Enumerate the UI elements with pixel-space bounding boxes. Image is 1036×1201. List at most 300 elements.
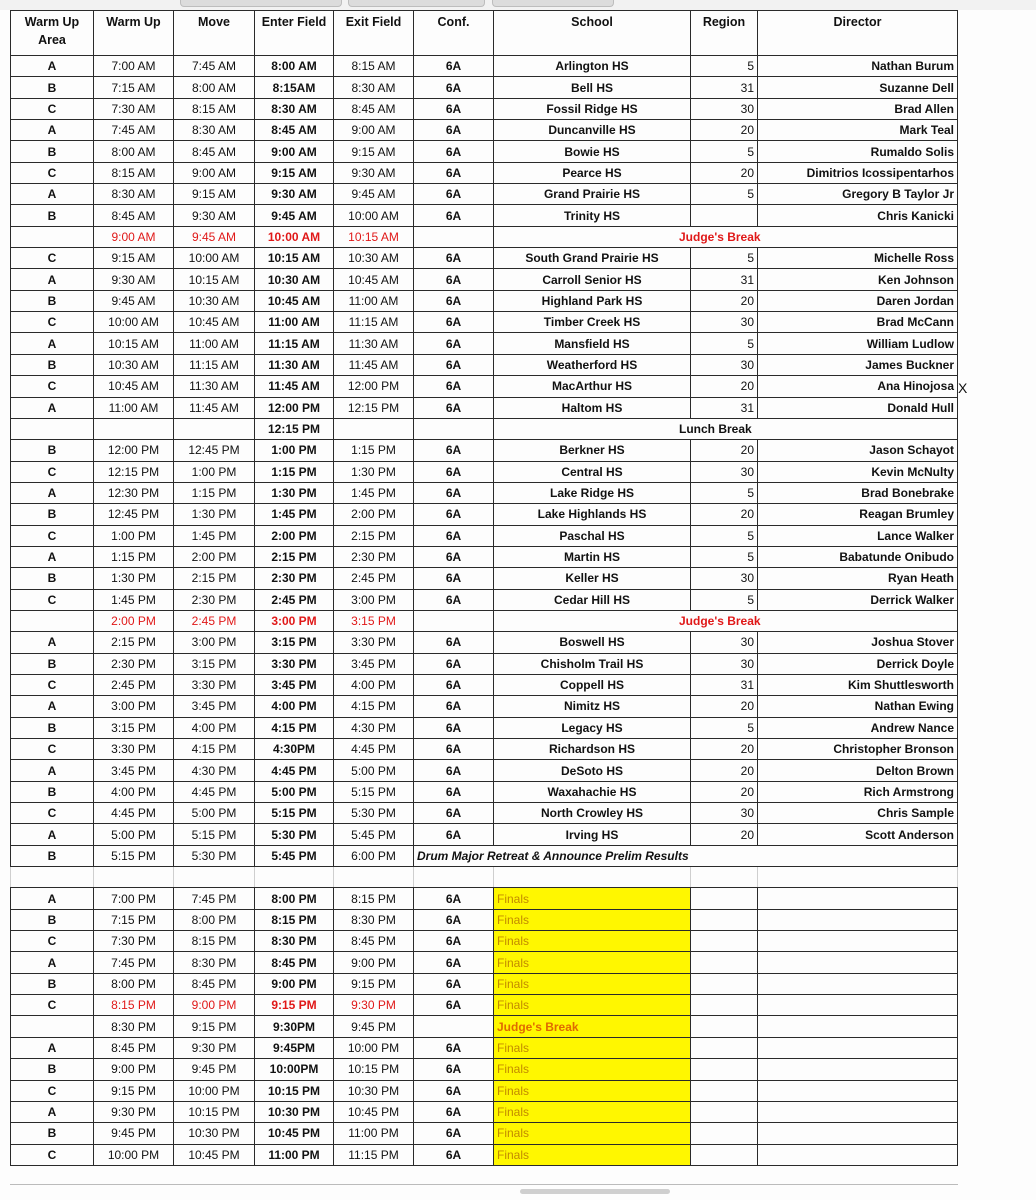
cell-move: 8:00 PM bbox=[174, 909, 255, 930]
cell-warmup-area: A bbox=[11, 397, 94, 418]
cell-warmup-area bbox=[11, 418, 94, 439]
cell-warmup-area: B bbox=[11, 504, 94, 525]
cell-warmup-area: C bbox=[11, 674, 94, 695]
cell-enter-field: 8:00 AM bbox=[255, 56, 334, 77]
cell-move: 8:15 AM bbox=[174, 98, 255, 119]
table-row bbox=[11, 461, 958, 482]
cell-exit-field: 10:00 PM bbox=[334, 1037, 414, 1058]
cell-director: Delton Brown bbox=[758, 760, 958, 781]
cell-move: 8:15 PM bbox=[174, 931, 255, 952]
cell-school: Mansfield HS bbox=[494, 333, 691, 354]
cell-move: 11:45 AM bbox=[174, 397, 255, 418]
cell-director bbox=[758, 952, 958, 973]
cell-region bbox=[691, 995, 758, 1016]
cell-warmup-area: A bbox=[11, 632, 94, 653]
cell-enter-field: 5:15 PM bbox=[255, 803, 334, 824]
cell-conf: 6A bbox=[414, 973, 494, 994]
cell-director: Suzanne Dell bbox=[758, 77, 958, 98]
cell-warmup: 2:00 PM bbox=[94, 610, 174, 631]
cell-enter-field: 11:45 AM bbox=[255, 376, 334, 397]
cell-director: Christopher Bronson bbox=[758, 739, 958, 760]
cell-move: 10:45 AM bbox=[174, 312, 255, 333]
cell-region: 20 bbox=[691, 290, 758, 311]
cell-school: Central HS bbox=[494, 461, 691, 482]
cell-region: 5 bbox=[691, 333, 758, 354]
table-row bbox=[11, 888, 958, 909]
cell-region bbox=[691, 1101, 758, 1122]
cell-warmup-area: A bbox=[11, 888, 94, 909]
cell-conf: 6A bbox=[414, 546, 494, 567]
footer-strip bbox=[10, 1184, 958, 1201]
table-row bbox=[11, 440, 958, 461]
cell-enter-field: 10:45 AM bbox=[255, 290, 334, 311]
cell-exit-field: 10:45 PM bbox=[334, 1101, 414, 1122]
cell-enter-field: 5:45 PM bbox=[255, 845, 334, 866]
cell-director: Lance Walker bbox=[758, 525, 958, 546]
cell-move: 10:00 AM bbox=[174, 248, 255, 269]
table-row bbox=[11, 226, 958, 247]
cell-warmup: 9:45 PM bbox=[94, 1123, 174, 1144]
table-row bbox=[11, 504, 958, 525]
cell-enter-field: 2:00 PM bbox=[255, 525, 334, 546]
cell-school: South Grand Prairie HS bbox=[494, 248, 691, 269]
cell-enter-field: 11:30 AM bbox=[255, 354, 334, 375]
cell-exit-field: 5:45 PM bbox=[334, 824, 414, 845]
cell-region: 20 bbox=[691, 739, 758, 760]
cell-warmup: 9:15 AM bbox=[94, 248, 174, 269]
cell-enter-field: 10:15 PM bbox=[255, 1080, 334, 1101]
cell-enter-field: 9:45 AM bbox=[255, 205, 334, 226]
cell-warmup: 7:30 PM bbox=[94, 931, 174, 952]
cell-director bbox=[758, 888, 958, 909]
cell-director bbox=[758, 1101, 958, 1122]
cell-director: Rumaldo Solis bbox=[758, 141, 958, 162]
cell-school: Irving HS bbox=[494, 824, 691, 845]
cell-conf: 6A bbox=[414, 290, 494, 311]
cell-director bbox=[758, 909, 958, 930]
cell-warmup: 1:30 PM bbox=[94, 568, 174, 589]
cell-exit-field: 5:30 PM bbox=[334, 803, 414, 824]
cell-conf: 6A bbox=[414, 184, 494, 205]
cell-conf: 6A bbox=[414, 525, 494, 546]
cell-warmup-area: A bbox=[11, 56, 94, 77]
cell-exit-field: 8:45 PM bbox=[334, 931, 414, 952]
cell-region: 5 bbox=[691, 717, 758, 738]
judges-break-label: Judge's Break bbox=[494, 610, 958, 631]
table-row bbox=[11, 1101, 958, 1122]
cell-school: Arlington HS bbox=[494, 56, 691, 77]
cell-warmup-area: B bbox=[11, 1123, 94, 1144]
finals-label: Finals bbox=[494, 909, 691, 930]
cell-enter-field: 9:00 AM bbox=[255, 141, 334, 162]
cell-exit-field: 9:30 PM bbox=[334, 995, 414, 1016]
cell-warmup: 5:00 PM bbox=[94, 824, 174, 845]
cell-move: 8:45 PM bbox=[174, 973, 255, 994]
cell-exit-field: 2:30 PM bbox=[334, 546, 414, 567]
empty-cell bbox=[11, 867, 94, 888]
cell-warmup-area bbox=[11, 1016, 94, 1037]
cell-region bbox=[691, 909, 758, 930]
cell-move: 4:30 PM bbox=[174, 760, 255, 781]
table-row bbox=[11, 397, 958, 418]
finals-label: Finals bbox=[494, 995, 691, 1016]
cell-director: Nathan Burum bbox=[758, 56, 958, 77]
cell-director: Michelle Ross bbox=[758, 248, 958, 269]
table-row bbox=[11, 781, 958, 802]
cell-director: Derrick Walker bbox=[758, 589, 958, 610]
cell-enter-field: 10:30 PM bbox=[255, 1101, 334, 1122]
cell-conf: 6A bbox=[414, 312, 494, 333]
cell-warmup: 8:45 AM bbox=[94, 205, 174, 226]
cell-conf: 6A bbox=[414, 653, 494, 674]
cell-conf: 6A bbox=[414, 248, 494, 269]
cell-warmup: 9:00 AM bbox=[94, 226, 174, 247]
cell-move: 3:00 PM bbox=[174, 632, 255, 653]
table-row bbox=[11, 760, 958, 781]
cell-region bbox=[691, 1037, 758, 1058]
cell-conf: 6A bbox=[414, 205, 494, 226]
cell-warmup-area: C bbox=[11, 995, 94, 1016]
cell-enter-field: 10:00 AM bbox=[255, 226, 334, 247]
finals-label: Finals bbox=[494, 1123, 691, 1144]
cell-move: 2:30 PM bbox=[174, 589, 255, 610]
cell-enter-field: 12:00 PM bbox=[255, 397, 334, 418]
cell-exit-field: 11:15 AM bbox=[334, 312, 414, 333]
cell-exit-field: 12:15 PM bbox=[334, 397, 414, 418]
cell-move: 4:00 PM bbox=[174, 717, 255, 738]
table-row bbox=[11, 632, 958, 653]
cell-region: 20 bbox=[691, 696, 758, 717]
cell-region bbox=[691, 973, 758, 994]
cell-move: 9:45 AM bbox=[174, 226, 255, 247]
cell-warmup-area: B bbox=[11, 1059, 94, 1080]
cell-enter-field: 5:00 PM bbox=[255, 781, 334, 802]
cell-enter-field: 3:30 PM bbox=[255, 653, 334, 674]
cell-warmup: 4:00 PM bbox=[94, 781, 174, 802]
cell-enter-field: 8:00 PM bbox=[255, 888, 334, 909]
table-row bbox=[11, 909, 958, 930]
cell-exit-field: 12:00 PM bbox=[334, 376, 414, 397]
cell-region: 31 bbox=[691, 269, 758, 290]
cell-move: 10:30 AM bbox=[174, 290, 255, 311]
cell-move: 2:00 PM bbox=[174, 546, 255, 567]
cell-warmup-area: B bbox=[11, 77, 94, 98]
cell-exit-field: 9:15 AM bbox=[334, 141, 414, 162]
cell-move: 2:15 PM bbox=[174, 568, 255, 589]
cell-conf: 6A bbox=[414, 1037, 494, 1058]
cell-region: 20 bbox=[691, 824, 758, 845]
cell-warmup: 7:45 AM bbox=[94, 120, 174, 141]
cell-director bbox=[758, 931, 958, 952]
cell-region: 5 bbox=[691, 546, 758, 567]
cell-exit-field: 10:15 PM bbox=[334, 1059, 414, 1080]
cell-exit-field: 10:30 AM bbox=[334, 248, 414, 269]
cell-exit-field: 9:00 AM bbox=[334, 120, 414, 141]
cell-school: Lake Highlands HS bbox=[494, 504, 691, 525]
cell-region: 30 bbox=[691, 632, 758, 653]
cell-exit-field: 10:15 AM bbox=[334, 226, 414, 247]
cell-exit-field: 8:45 AM bbox=[334, 98, 414, 119]
cell-warmup: 1:15 PM bbox=[94, 546, 174, 567]
cell-warmup-area: B bbox=[11, 845, 94, 866]
cell-warmup-area: A bbox=[11, 824, 94, 845]
cell-move: 3:30 PM bbox=[174, 674, 255, 695]
cell-warmup: 7:45 PM bbox=[94, 952, 174, 973]
table-row bbox=[11, 333, 958, 354]
cell-enter-field: 4:30PM bbox=[255, 739, 334, 760]
cell-warmup: 9:45 AM bbox=[94, 290, 174, 311]
cell-conf: 6A bbox=[414, 717, 494, 738]
cell-exit-field: 3:45 PM bbox=[334, 653, 414, 674]
cell-region: 30 bbox=[691, 98, 758, 119]
cell-school: Keller HS bbox=[494, 568, 691, 589]
cell-enter-field: 1:45 PM bbox=[255, 504, 334, 525]
cell-conf: 6A bbox=[414, 568, 494, 589]
cell-conf: 6A bbox=[414, 482, 494, 503]
cell-region: 20 bbox=[691, 760, 758, 781]
table-row bbox=[11, 1016, 958, 1037]
cell-move bbox=[174, 418, 255, 439]
cell-region: 20 bbox=[691, 781, 758, 802]
finals-label: Finals bbox=[494, 1101, 691, 1122]
cell-director: Ryan Heath bbox=[758, 568, 958, 589]
cell-enter-field: 9:45PM bbox=[255, 1037, 334, 1058]
cell-conf: 6A bbox=[414, 888, 494, 909]
table-row bbox=[11, 589, 958, 610]
cell-move: 9:15 PM bbox=[174, 1016, 255, 1037]
cell-exit-field: 11:00 PM bbox=[334, 1123, 414, 1144]
cell-warmup bbox=[94, 418, 174, 439]
cell-director: Rich Armstrong bbox=[758, 781, 958, 802]
cell-warmup: 7:00 PM bbox=[94, 888, 174, 909]
cell-warmup: 10:15 AM bbox=[94, 333, 174, 354]
cell-region: 30 bbox=[691, 568, 758, 589]
cell-warmup-area: B bbox=[11, 205, 94, 226]
cell-conf: 6A bbox=[414, 952, 494, 973]
cell-director: Daren Jordan bbox=[758, 290, 958, 311]
cell-exit-field: 3:00 PM bbox=[334, 589, 414, 610]
cell-move: 2:45 PM bbox=[174, 610, 255, 631]
finals-label: Finals bbox=[494, 1037, 691, 1058]
cell-conf bbox=[414, 1016, 494, 1037]
cell-move: 1:15 PM bbox=[174, 482, 255, 503]
finals-label: Finals bbox=[494, 1144, 691, 1165]
empty-cell bbox=[255, 867, 334, 888]
cell-warmup-area: B bbox=[11, 653, 94, 674]
cell-region: 30 bbox=[691, 312, 758, 333]
table-row bbox=[11, 717, 958, 738]
table-row bbox=[11, 803, 958, 824]
table-row bbox=[11, 482, 958, 503]
cell-exit-field: 11:45 AM bbox=[334, 354, 414, 375]
cell-warmup-area: A bbox=[11, 269, 94, 290]
cell-conf: 6A bbox=[414, 461, 494, 482]
cell-region: 30 bbox=[691, 461, 758, 482]
cell-enter-field: 4:15 PM bbox=[255, 717, 334, 738]
header-move: Move bbox=[174, 11, 255, 56]
cell-school: Grand Prairie HS bbox=[494, 184, 691, 205]
cell-move: 8:30 PM bbox=[174, 952, 255, 973]
cell-director: Dimitrios Icossipentarhos bbox=[758, 162, 958, 183]
cell-enter-field: 1:30 PM bbox=[255, 482, 334, 503]
cell-move: 5:00 PM bbox=[174, 803, 255, 824]
cell-conf: 6A bbox=[414, 354, 494, 375]
cell-school: Timber Creek HS bbox=[494, 312, 691, 333]
cell-region: 20 bbox=[691, 162, 758, 183]
cell-director: Nathan Ewing bbox=[758, 696, 958, 717]
cell-exit-field bbox=[334, 418, 414, 439]
cell-exit-field: 6:00 PM bbox=[334, 845, 414, 866]
cell-exit-field: 9:45 AM bbox=[334, 184, 414, 205]
retreat-label: Drum Major Retreat & Announce Prelim Results bbox=[414, 845, 958, 866]
cell-school: MacArthur HS bbox=[494, 376, 691, 397]
cell-region: 20 bbox=[691, 376, 758, 397]
cell-conf: 6A bbox=[414, 931, 494, 952]
cell-region: 5 bbox=[691, 184, 758, 205]
cell-warmup-area: C bbox=[11, 803, 94, 824]
cell-director: Ana Hinojosa bbox=[758, 376, 958, 397]
cell-region: 30 bbox=[691, 653, 758, 674]
cell-director bbox=[758, 1016, 958, 1037]
cell-school: Chisholm Trail HS bbox=[494, 653, 691, 674]
cell-conf: 6A bbox=[414, 1059, 494, 1080]
cell-region: 30 bbox=[691, 354, 758, 375]
cell-school: Paschal HS bbox=[494, 525, 691, 546]
cell-exit-field: 10:45 AM bbox=[334, 269, 414, 290]
cell-region: 30 bbox=[691, 803, 758, 824]
cell-exit-field: 4:30 PM bbox=[334, 717, 414, 738]
cell-warmup: 12:15 PM bbox=[94, 461, 174, 482]
cell-enter-field: 8:30 AM bbox=[255, 98, 334, 119]
cell-enter-field: 11:15 AM bbox=[255, 333, 334, 354]
table-row bbox=[11, 77, 958, 98]
cell-school: Nimitz HS bbox=[494, 696, 691, 717]
cell-warmup: 8:30 PM bbox=[94, 1016, 174, 1037]
cell-conf bbox=[414, 418, 494, 439]
cell-warmup: 2:30 PM bbox=[94, 653, 174, 674]
cell-conf: 6A bbox=[414, 56, 494, 77]
table-row bbox=[11, 312, 958, 333]
cell-region: 5 bbox=[691, 525, 758, 546]
cell-director: Kevin McNulty bbox=[758, 461, 958, 482]
judges-break-label: Judge's Break bbox=[494, 226, 958, 247]
cell-move: 8:00 AM bbox=[174, 77, 255, 98]
cell-conf: 6A bbox=[414, 674, 494, 695]
cell-region bbox=[691, 931, 758, 952]
table-row bbox=[11, 653, 958, 674]
table-row bbox=[11, 1037, 958, 1058]
table-row bbox=[11, 1059, 958, 1080]
cell-region: 31 bbox=[691, 674, 758, 695]
cell-enter-field: 9:30PM bbox=[255, 1016, 334, 1037]
cell-exit-field: 2:15 PM bbox=[334, 525, 414, 546]
table-row bbox=[11, 525, 958, 546]
cell-school: Trinity HS bbox=[494, 205, 691, 226]
cell-director: Brad Bonebrake bbox=[758, 482, 958, 503]
cell-warmup-area: A bbox=[11, 120, 94, 141]
cell-director bbox=[758, 1080, 958, 1101]
cell-region: 20 bbox=[691, 504, 758, 525]
cell-enter-field: 11:00 PM bbox=[255, 1144, 334, 1165]
empty-cell bbox=[174, 867, 255, 888]
cell-school: Coppell HS bbox=[494, 674, 691, 695]
cell-move: 4:15 PM bbox=[174, 739, 255, 760]
cell-director: William Ludlow bbox=[758, 333, 958, 354]
cell-warmup: 9:00 PM bbox=[94, 1059, 174, 1080]
empty-cell bbox=[758, 867, 958, 888]
cell-warmup-area: A bbox=[11, 760, 94, 781]
lunch-break-label: Lunch Break bbox=[494, 418, 958, 439]
cell-conf bbox=[414, 610, 494, 631]
cell-warmup-area: A bbox=[11, 696, 94, 717]
cell-warmup-area bbox=[11, 610, 94, 631]
cell-enter-field: 8:45 AM bbox=[255, 120, 334, 141]
table-row bbox=[11, 141, 958, 162]
cell-exit-field: 5:15 PM bbox=[334, 781, 414, 802]
cell-conf: 6A bbox=[414, 803, 494, 824]
cell-school: Boswell HS bbox=[494, 632, 691, 653]
cell-director: Gregory B Taylor Jr bbox=[758, 184, 958, 205]
cell-warmup: 11:00 AM bbox=[94, 397, 174, 418]
cell-conf: 6A bbox=[414, 995, 494, 1016]
cell-warmup-area: B bbox=[11, 141, 94, 162]
cell-conf: 6A bbox=[414, 739, 494, 760]
cell-director: Chris Sample bbox=[758, 803, 958, 824]
cell-exit-field: 2:45 PM bbox=[334, 568, 414, 589]
empty-cell bbox=[334, 867, 414, 888]
cell-school: Carroll Senior HS bbox=[494, 269, 691, 290]
table-row bbox=[11, 845, 958, 866]
finals-label: Finals bbox=[494, 1059, 691, 1080]
cell-exit-field: 1:30 PM bbox=[334, 461, 414, 482]
finals-label: Finals bbox=[494, 973, 691, 994]
cell-enter-field: 11:00 AM bbox=[255, 312, 334, 333]
cell-school: Richardson HS bbox=[494, 739, 691, 760]
cell-director: Chris Kanicki bbox=[758, 205, 958, 226]
cell-move: 10:30 PM bbox=[174, 1123, 255, 1144]
cell-school: Bell HS bbox=[494, 77, 691, 98]
cell-move: 1:45 PM bbox=[174, 525, 255, 546]
cell-conf: 6A bbox=[414, 760, 494, 781]
header-region: Region bbox=[691, 11, 758, 56]
cell-warmup-area: C bbox=[11, 589, 94, 610]
cell-exit-field: 9:30 AM bbox=[334, 162, 414, 183]
header-row bbox=[11, 11, 958, 56]
cell-director: Ken Johnson bbox=[758, 269, 958, 290]
cell-exit-field: 8:30 AM bbox=[334, 77, 414, 98]
cell-director: Andrew Nance bbox=[758, 717, 958, 738]
cell-move: 9:00 AM bbox=[174, 162, 255, 183]
cell-conf: 6A bbox=[414, 1101, 494, 1122]
cell-school: Cedar Hill HS bbox=[494, 589, 691, 610]
cell-region bbox=[691, 1123, 758, 1144]
table-row bbox=[11, 674, 958, 695]
cell-director: Brad Allen bbox=[758, 98, 958, 119]
cell-school: Legacy HS bbox=[494, 717, 691, 738]
cell-director: James Buckner bbox=[758, 354, 958, 375]
cell-move: 5:30 PM bbox=[174, 845, 255, 866]
cell-warmup: 7:15 PM bbox=[94, 909, 174, 930]
cell-exit-field: 4:45 PM bbox=[334, 739, 414, 760]
table-row bbox=[11, 1080, 958, 1101]
cell-region bbox=[691, 952, 758, 973]
cell-warmup: 12:00 PM bbox=[94, 440, 174, 461]
cell-warmup-area: C bbox=[11, 98, 94, 119]
cell-move: 8:30 AM bbox=[174, 120, 255, 141]
cell-conf: 6A bbox=[414, 1080, 494, 1101]
cell-school: Haltom HS bbox=[494, 397, 691, 418]
cell-exit-field: 1:15 PM bbox=[334, 440, 414, 461]
